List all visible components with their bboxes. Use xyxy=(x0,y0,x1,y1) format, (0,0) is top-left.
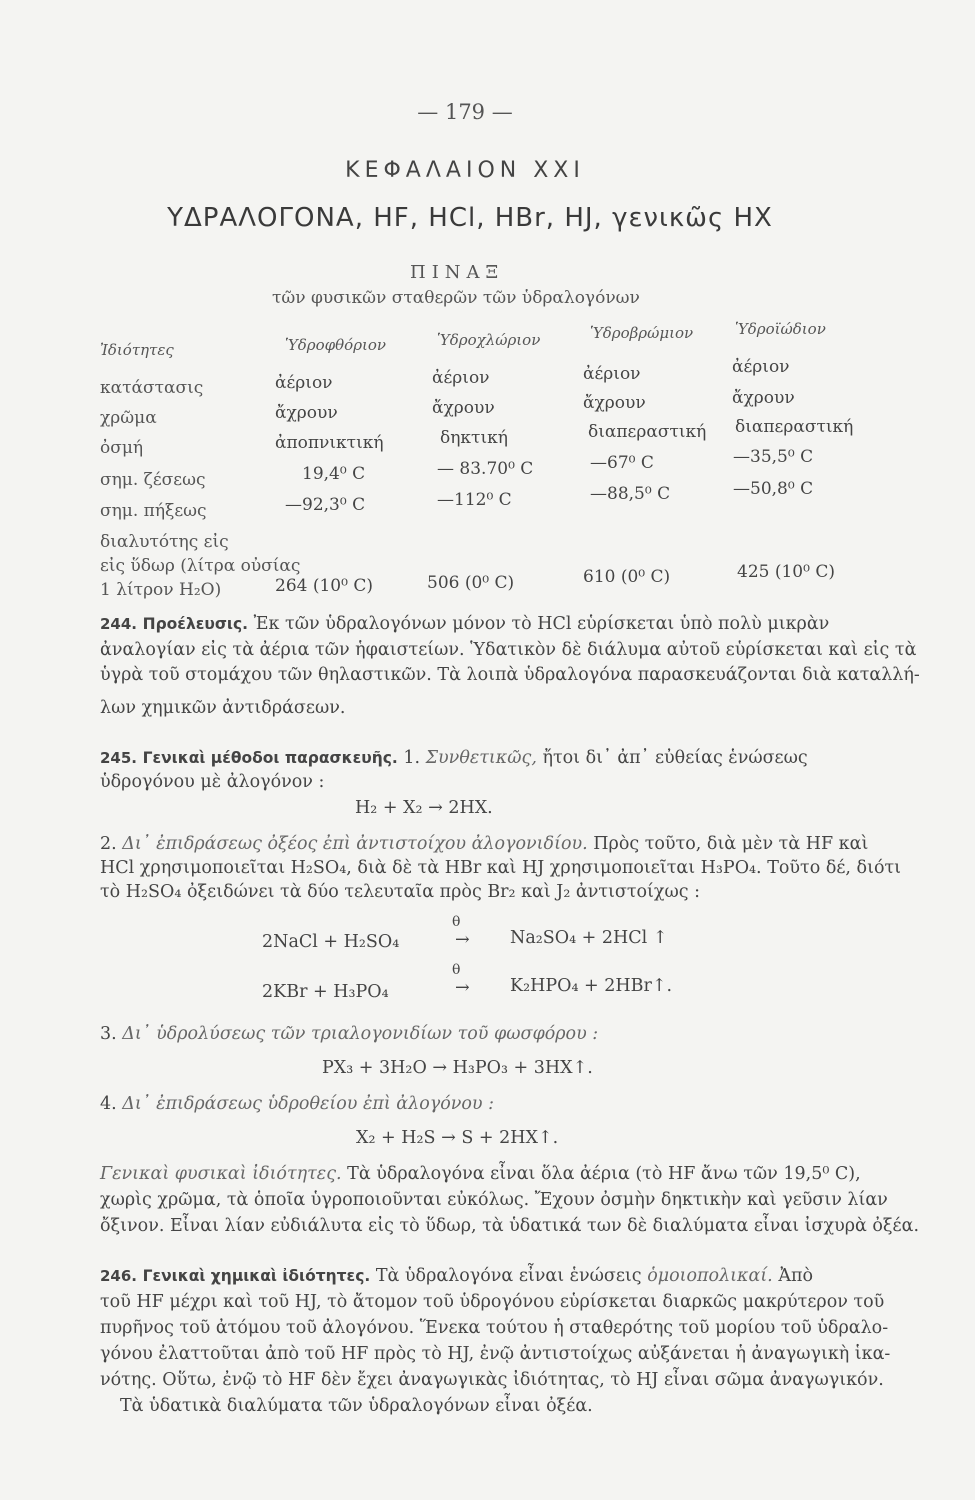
method-number: 2. xyxy=(100,834,117,854)
table-cell: 19,4⁰ C xyxy=(302,464,366,484)
paragraph-line: Τὰ ὑδατικὰ διαλύματα τῶν ὑδραλογόνων εἶναι ὀξέα. xyxy=(120,1396,593,1416)
equation-3-lhs: 2KBr + H₃PO₄ xyxy=(262,982,389,1002)
table-cell: 264 (10⁰ C) xyxy=(275,576,373,596)
paragraph-line: πυρῆνος τοῦ ἀτόμου τοῦ ἀλογόνου. Ἕνεκα τούτου ἡ σταθερότης τοῦ μορίου τοῦ ὑδραλο- xyxy=(100,1318,889,1338)
table-cell: διαπεραστική xyxy=(735,417,854,437)
paragraph-line xyxy=(100,750,900,768)
arrow: → xyxy=(455,978,470,998)
row-label: σημ. πήξεως xyxy=(100,501,207,521)
column-header: Ὑδροβρώμιον xyxy=(590,324,694,342)
row-label: 1 λίτρον H₂O) xyxy=(100,580,222,600)
table-cell: — 83.70⁰ C xyxy=(437,459,534,479)
paragraph-line xyxy=(100,1166,900,1184)
text: Πρὸς τοῦτο, διὰ μὲν τὰ HF καὶ xyxy=(593,834,869,854)
method-number: 1. xyxy=(403,748,421,768)
chapter-label: ΚΕΦΑΛΑΙΟΝ XXI xyxy=(345,158,585,183)
theta-label: θ xyxy=(452,914,461,930)
column-header: Ὑδροϊώδιον xyxy=(735,320,826,338)
paragraph-line xyxy=(100,1268,900,1286)
table-title: ΠΙΝΑΞ xyxy=(410,262,505,283)
paragraph-line xyxy=(100,836,900,854)
text: Τὰ ὑδραλογόνα εἶναι ἑνώσεις xyxy=(375,1266,642,1286)
table-subtitle: τῶν φυσικῶν σταθερῶν τῶν ὑδραλογόνων xyxy=(272,288,640,308)
section-number: 246. xyxy=(100,1267,138,1285)
equation-2-rhs: Na₂SO₄ + 2HCl ↑ xyxy=(510,928,668,948)
section-number: 244. xyxy=(100,615,138,633)
method-title: Δι᾿ ἐπιδράσεως ὑδροθείου ἐπὶ ἀλογόνου : xyxy=(122,1094,495,1114)
paragraph-line: HCl χρησιμοποιεῖται H₂SO₄, διὰ δὲ τὰ HBr καὶ HJ χρησιμοποιεῖται H₃PO₄. Τοῦτο δέ, διότι xyxy=(100,858,902,878)
paragraph-line: ὑδρογόνου μὲ ἀλογόνον : xyxy=(100,772,325,792)
row-label: χρῶμα xyxy=(100,408,157,428)
method-number: 3. xyxy=(100,1024,117,1044)
section-number: 245. xyxy=(100,749,138,767)
table-cell: 610 (0⁰ C) xyxy=(583,567,671,587)
paragraph-line: γόνου ἐλαττοῦται ἀπὸ τοῦ HF πρὸς τὸ HJ, ἐνῷ ἀντιστοίχως αὐξάνεται ἡ ἀναγωγικὴ ἱκα- xyxy=(100,1344,891,1364)
equation-1: H₂ + X₂ → 2HX. xyxy=(355,798,493,818)
text: ἤτοι δι᾿ ἀπ᾿ εὐθείας ἑνώσεως xyxy=(542,748,808,768)
row-label: διαλυτότης εἰς xyxy=(100,532,229,552)
equation-5: X₂ + H₂S → S + 2HX↑. xyxy=(356,1128,559,1148)
text: Ἐκ τῶν ὑδραλογόνων μόνον τὸ HCl εὑρίσκεται ὑπὸ πολὺ μικρὰν xyxy=(253,614,830,634)
table-cell: δηκτική xyxy=(440,428,508,448)
method-title: Δι᾿ ὑδρολύσεως τῶν τριαλογονιδίων τοῦ φωσφόρου : xyxy=(122,1024,599,1044)
paragraph-line xyxy=(100,616,900,634)
page-number: — 179 — xyxy=(417,100,513,124)
table-cell: 425 (10⁰ C) xyxy=(737,562,835,582)
table-cell: ἄχρουν xyxy=(275,403,338,423)
table-cell: ἀέριον xyxy=(275,373,333,393)
table-cell: —88,5⁰ C xyxy=(590,484,671,504)
column-header: Ὑδροφθόριον xyxy=(285,336,387,354)
method-number: 4. xyxy=(100,1094,117,1114)
row-label: σημ. ζέσεως xyxy=(100,470,206,490)
paragraph-line: τὸ H₂SO₄ ὀξειδώνει τὰ δύο τελευταῖα πρὸς Br₂ καὶ J₂ ἀντιστοίχως : xyxy=(100,882,701,902)
equation-4: PX₃ + 3H₂O → H₃PO₃ + 3HX↑. xyxy=(322,1058,593,1078)
row-label: εἰς ὕδωρ (λίτρα οὐσίας xyxy=(100,556,301,576)
table-cell: ἄχρουν xyxy=(583,393,646,413)
paragraph-line xyxy=(100,1026,900,1044)
table-cell: διαπεραστική xyxy=(588,422,707,442)
theta-label: θ xyxy=(452,962,461,978)
text: Ἀπὸ xyxy=(778,1266,814,1286)
table-cell: —92,3⁰ C xyxy=(285,495,366,515)
equation-2-lhs: 2NaCl + H₂SO₄ xyxy=(262,932,400,952)
table-cell: —67⁰ C xyxy=(590,453,654,473)
section-title: Γενικαὶ μέθοδοι παρασκευῆς. xyxy=(142,749,398,767)
paragraph-line: ὑγρὰ τοῦ στομάχου τῶν θηλαστικῶν. Τὰ λοιπὰ ὑδραλογόνα παρασκευάζονται διὰ καταλλή- xyxy=(100,665,920,685)
row-label: ὀσμή xyxy=(100,438,144,458)
paragraph-line: ὄξινον. Εἶναι λίαν εὐδιάλυτα εἰς τὸ ὕδωρ, τὰ ὑδατικά των δὲ διαλύματα εἶναι ἰσχυρὰ ὀξέα. xyxy=(100,1216,920,1236)
table-cell: ἀέριον xyxy=(583,364,641,384)
text: Τὰ ὑδραλογόνα εἶναι ὅλα ἀέρια (τὸ HF ἄνω τῶν 19,5⁰ C), xyxy=(347,1164,861,1184)
equation-3-rhs: K₂HPO₄ + 2HBr↑. xyxy=(510,976,673,996)
paragraph-line: τοῦ HF μέχρι καὶ τοῦ HJ, τὸ ἄτομον τοῦ ὑδρογόνου εὑρίσκεται διαρκῶς μακρύτερον τοῦ xyxy=(100,1292,885,1312)
paragraph-line: χωρὶς χρῶμα, τὰ ὁποῖα ὑγροποιοῦνται εὐκόλως. Ἔχουν ὀσμὴν δηκτικὴν καὶ γεῦσιν λίαν xyxy=(100,1190,888,1210)
method-title: Δι᾿ ἐπιδράσεως ὀξέος ἐπὶ ἀντιστοίχου ἀλογονιδίου. xyxy=(122,834,588,854)
table-cell: —50,8⁰ C xyxy=(733,479,814,499)
paragraph-line: λων χημικῶν ἀντιδράσεων. xyxy=(100,698,346,718)
table-cell: ἄχρουν xyxy=(432,398,495,418)
arrow: → xyxy=(455,930,470,950)
table-cell: ἀποπνικτική xyxy=(275,433,384,453)
paragraph-line: ἀναλογίαν εἰς τὰ ἀέρια τῶν ἡφαιστείων. Ὑδατικὸν δὲ διάλυμα αὐτοῦ εὑρίσκεται καὶ εἰς τὰ xyxy=(100,640,917,660)
table-cell: ἀέριον xyxy=(432,368,490,388)
emphasis: ὁμοιοπολικαί. xyxy=(647,1266,773,1286)
method-title: Συνθετικῶς, xyxy=(425,748,537,768)
paragraph-line xyxy=(100,1096,900,1114)
section-title: Προέλευσις. xyxy=(142,615,249,633)
table-cell: —35,5⁰ C xyxy=(733,447,814,467)
row-label: κατάστασις xyxy=(100,378,204,398)
paragraph-title: Γενικαὶ φυσικαὶ ἰδιότητες. xyxy=(100,1164,342,1184)
table-cell: —112⁰ C xyxy=(437,490,512,510)
column-header: Ὑδροχλώριον xyxy=(437,331,541,349)
section-title: Γενικαὶ χημικαὶ ἰδιότητες. xyxy=(142,1267,371,1285)
paragraph-line: νότης. Οὕτω, ἐνῷ τὸ HF δὲν ἔχει ἀναγωγικὰς ἰδιότητας, τὸ HJ εἶναι σῶμα ἀναγωγικόν. xyxy=(100,1370,884,1390)
table-cell: 506 (0⁰ C) xyxy=(427,573,515,593)
table-cell: ἄχρουν xyxy=(732,388,795,408)
column-header: Ἰδιότητες xyxy=(100,341,174,359)
chapter-title: ΥΔΡΑΛΟΓΟΝΑ, HF, HCl, HBr, HJ, γενικῶς HX xyxy=(167,203,773,233)
table-cell: ἀέριον xyxy=(732,357,790,377)
